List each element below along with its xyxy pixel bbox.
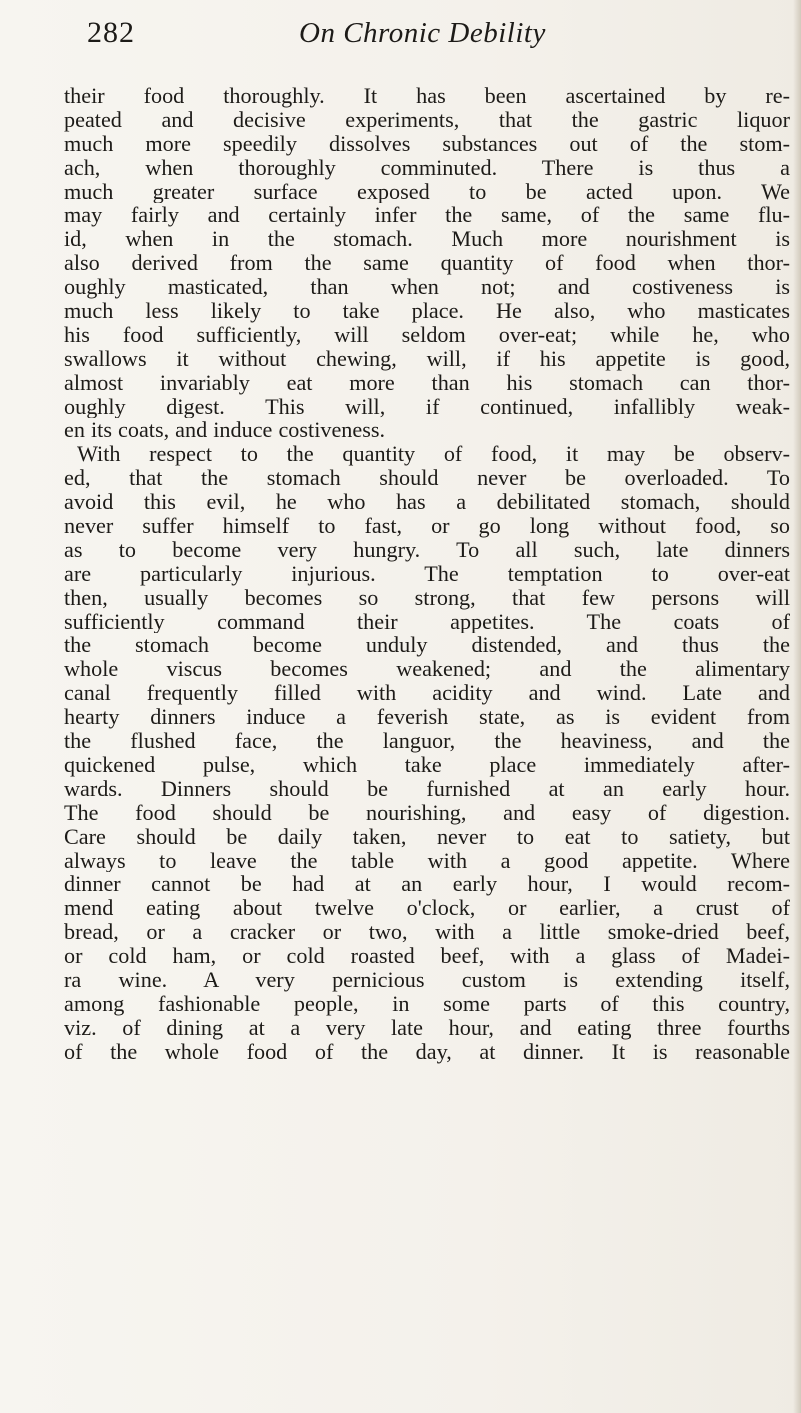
text-line: oughly digest. This will, if continued, infallibly weak-: [64, 394, 790, 419]
text-line: en its coats, and induce costiveness.: [64, 418, 386, 443]
text-line: avoid this evil, he who has a debilitated stomach, should: [64, 490, 790, 515]
text-line: With respect to the quantity of food, it may be observ-: [77, 442, 790, 467]
text-line: mend eating about twelve o'clock, or earlier, a crust of: [64, 896, 790, 921]
text-line: oughly masticated, than when not; and costiveness is: [64, 275, 790, 300]
text-line: peated and decisive experiments, that the gastric liquor: [64, 107, 790, 132]
text-line: quickened pulse, which take place immediately after-: [64, 752, 790, 777]
page-edge-shadow: [793, 0, 801, 1413]
text-line: viz. of dining at a very late hour, and eating three fourths: [64, 1015, 790, 1040]
text-line: much less likely to take place. He also, who masticates: [64, 299, 790, 323]
text-line: his food sufficiently, will seldom over-eat; while he, who: [64, 322, 790, 347]
running-head: On Chronic Debility: [299, 17, 546, 49]
text-line: hearty dinners induce a feverish state, as is evident from: [64, 705, 790, 730]
text-line: much greater surface exposed to be acted upon. We: [64, 179, 790, 204]
text-line: id, when in the stomach. Much more nourishment is: [64, 227, 790, 252]
text-line: dinner cannot be had at an early hour, I would recom-: [64, 872, 790, 897]
page-number: 282: [87, 16, 135, 49]
text-line: always to leave the table with a good appetite. Where: [64, 848, 790, 873]
text-line: also derived from the same quantity of food when thor-: [64, 251, 790, 276]
body-text: [64, 84, 790, 1064]
text-line: then, usually becomes so strong, that few persons will: [64, 585, 790, 610]
text-line: almost invariably eat more than his stomach can thor-: [64, 370, 790, 395]
text-line: never suffer himself to fast, or go long without food, so: [64, 514, 790, 538]
text-line: the stomach become unduly distended, and thus the: [64, 633, 790, 658]
text-line: much more speedily dissolves substances out of the stom-: [64, 131, 790, 156]
text-line: the flushed face, the languor, the heaviness, and the: [64, 729, 790, 753]
text-line: canal frequently filled with acidity and wind. Late and: [64, 681, 790, 706]
text-line: ed, that the stomach should never be overloaded. To: [64, 466, 790, 491]
text-line: their food thoroughly. It has been ascertained by re-: [64, 84, 790, 108]
text-line: The food should be nourishing, and easy of digestion.: [64, 800, 790, 825]
text-line: swallows it without chewing, will, if his appetite is good,: [64, 346, 790, 371]
text-line: ach, when thoroughly comminuted. There is thus a: [64, 155, 790, 180]
text-line: Care should be daily taken, never to eat to satiety, but: [64, 824, 790, 849]
text-line: as to become very hungry. To all such, late dinners: [64, 537, 790, 562]
text-line: ra wine. A very pernicious custom is extending itself,: [64, 967, 790, 992]
text-line: sufficiently command their appetites. The coats of: [64, 609, 790, 634]
text-line: are particularly injurious. The temptation to over-eat: [64, 561, 790, 586]
text-line: bread, or a cracker or two, with a little smoke-dried beef,: [64, 920, 790, 945]
text-line: or cold ham, or cold roasted beef, with a glass of Madei-: [64, 944, 790, 968]
text-line: wards. Dinners should be furnished at an early hour.: [64, 776, 790, 801]
text-line: of the whole food of the day, at dinner. It is reasonable: [64, 1039, 790, 1064]
text-line: among fashionable people, in some parts of this country,: [64, 991, 790, 1016]
text-line: whole viscus becomes weakened; and the alimentary: [64, 657, 790, 682]
page-header: [87, 16, 787, 56]
text-line: may fairly and certainly infer the same, of the same flu-: [64, 203, 790, 228]
